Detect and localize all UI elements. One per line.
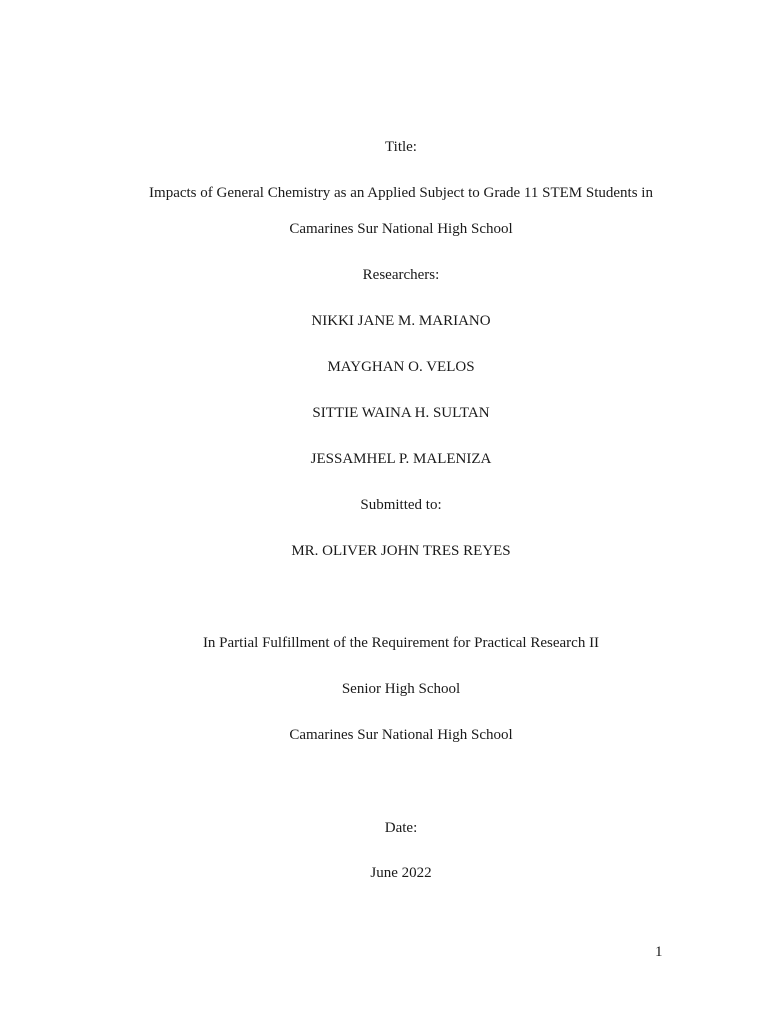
title-line-1: Impacts of General Chemistry as an Applied Subject to Grade 11 STEM Students in bbox=[149, 185, 653, 201]
researcher-name: NIKKI JANE M. MARIANO bbox=[311, 313, 491, 329]
date-label: Date: bbox=[384, 820, 418, 836]
school-name: Camarines Sur National High School bbox=[289, 727, 513, 743]
researcher-name: MAYGHAN O. VELOS bbox=[327, 359, 475, 375]
submitted-to-label: Submitted to: bbox=[360, 497, 442, 513]
fulfillment-statement: In Partial Fulfillment of the Requirement for Practical Research II bbox=[202, 635, 600, 651]
submitted-to-name: MR. OLIVER JOHN TRES REYES bbox=[291, 543, 511, 559]
date-value: June 2022 bbox=[370, 865, 432, 881]
page-number: 1 bbox=[655, 944, 663, 960]
researcher-name: JESSAMHEL P. MALENIZA bbox=[310, 451, 492, 467]
title-label: Title: bbox=[385, 139, 417, 155]
school-level: Senior High School bbox=[341, 681, 461, 697]
researcher-name: SITTIE WAINA H. SULTAN bbox=[312, 405, 490, 421]
researchers-label: Researchers: bbox=[362, 267, 440, 283]
title-line-2: Camarines Sur National High School bbox=[289, 221, 513, 237]
